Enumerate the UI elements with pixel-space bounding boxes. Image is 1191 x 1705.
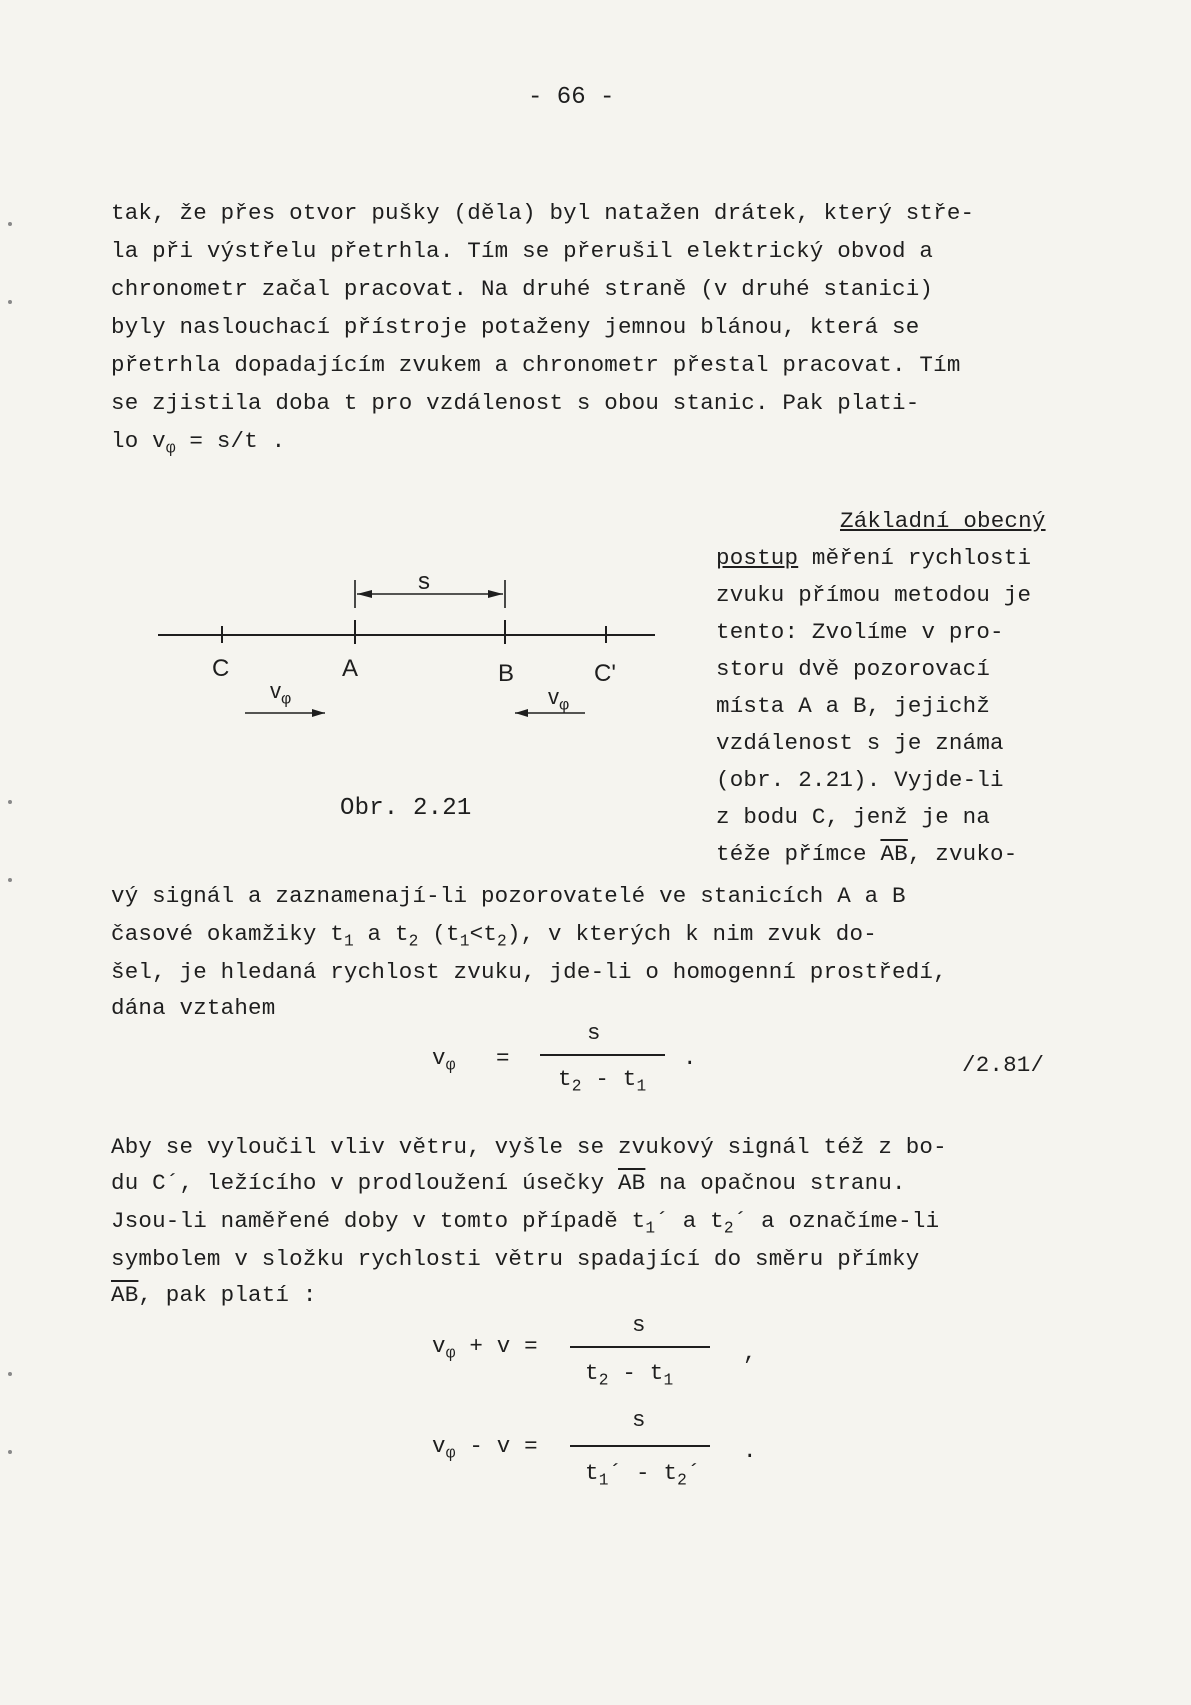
eq-2-81-fraction-bar bbox=[540, 1054, 665, 1056]
s-arrow-left bbox=[357, 590, 372, 598]
text-line: vzdálenost s je známa bbox=[716, 730, 1004, 756]
point-label-b: B bbox=[498, 660, 515, 687]
point-label-c: C bbox=[212, 655, 230, 682]
text-line: tak, že přes otvor pušky (děla) byl natažen drátek, který stře- bbox=[111, 200, 975, 226]
eq-plus-fraction-bar bbox=[570, 1346, 710, 1348]
eq-2-81-number: /2.81/ bbox=[962, 1052, 1045, 1078]
binder-hole bbox=[8, 1372, 12, 1376]
text-line: téže přímce $\overline{AB}$, zvuko- bbox=[716, 841, 1018, 867]
text-line: Jsou-li naměřené doby v tomto případě $t_1´$ a $t_2´$ a označíme-li bbox=[111, 1208, 940, 1238]
text-line: chronometr začal pracovat. Na druhé straně (v druhé stanici) bbox=[111, 276, 934, 302]
eq-minus-numerator: s bbox=[632, 1407, 646, 1433]
text-line: tento: Zvolíme v pro- bbox=[716, 619, 1004, 645]
eq-2-81-period: . bbox=[683, 1045, 697, 1071]
figure-caption: Obr. 2.21 bbox=[340, 795, 472, 822]
text-line: se zjistila doba t pro vzdálenost s obou stanic. Pak plati- bbox=[111, 390, 920, 416]
s-arrow-right bbox=[488, 590, 503, 598]
text-line: místa A a B, jejichž bbox=[716, 693, 991, 719]
velocity-label-right: $v_\varphi$ bbox=[548, 684, 570, 714]
text-line: postup měření rychlosti bbox=[716, 545, 1032, 571]
binder-hole bbox=[8, 878, 12, 882]
text-line: lo $v_\varphi = s/t$ . bbox=[111, 428, 286, 458]
point-label-a: A bbox=[342, 655, 359, 682]
eq-plus-numerator: s bbox=[632, 1312, 646, 1338]
eq-minus-lhs: $v_\varphi$ - v = bbox=[432, 1433, 538, 1463]
text-line: byly naslouchací přístroje potaženy jemnou blánou, která se bbox=[111, 314, 920, 340]
eq-minus-period: . bbox=[743, 1438, 757, 1464]
eq-minus-denominator: $t_1´$ - $t_2´$ bbox=[585, 1460, 701, 1490]
side-heading: Základní obecný bbox=[840, 508, 1046, 534]
binder-hole bbox=[8, 800, 12, 804]
binder-hole bbox=[8, 1450, 12, 1454]
text-line: $\overline{AB}$, pak platí : bbox=[111, 1282, 317, 1308]
text-line: du C´, ležícího v prodloužení úsečky $\overline{AB}$ na opačnou stranu. bbox=[111, 1170, 906, 1196]
binder-hole bbox=[8, 222, 12, 226]
page-number: - 66 - bbox=[528, 84, 615, 111]
eq-2-81-numerator: s bbox=[587, 1020, 601, 1046]
eq-2-81-denominator: $t_2 - t_1$ bbox=[558, 1066, 647, 1096]
point-label-c-prime: C' bbox=[594, 660, 616, 687]
text-line: šel, je hledaná rychlost zvuku, jde-li o homogenní prostředí, bbox=[111, 959, 947, 985]
text-line: storu dvě pozorovací bbox=[716, 656, 991, 682]
text-line: dána vztahem bbox=[111, 995, 276, 1021]
text-line: vý signál a zaznamenají-li pozorovatelé ve stanicích A a B bbox=[111, 883, 906, 909]
text-line: la při výstřelu přetrhla. Tím se přerušil elektrický obvod a bbox=[111, 238, 934, 264]
velocity-label-left: $v_\varphi$ bbox=[270, 678, 292, 708]
dimension-label-s: s bbox=[418, 568, 430, 595]
text-line: symbolem v složku rychlosti větru spadající do směru přímky bbox=[111, 1246, 920, 1272]
binder-hole bbox=[8, 300, 12, 304]
text-line: z bodu C, jenž je na bbox=[716, 804, 991, 830]
text-line: přetrhla dopadajícím zvukem a chronometr přestal pracovat. Tím bbox=[111, 352, 961, 378]
text-line: (obr. 2.21). Vyjde-li bbox=[716, 767, 1004, 793]
eq-plus-lhs: $v_\varphi + v$ = bbox=[432, 1333, 538, 1363]
text-line: zvuku přímou metodou je bbox=[716, 582, 1032, 608]
v-arrow-right-head bbox=[312, 709, 325, 717]
eq-plus-denominator: $t_2 - t_1$ bbox=[585, 1360, 674, 1390]
v-arrow-left-head bbox=[515, 709, 528, 717]
eq-2-81-lhs: $v_\varphi$ bbox=[432, 1045, 456, 1075]
text-line: časové okamžiky $t_1$ a $t_2$ $(t_1<t_2)$, v kterých k nim zvuk do- bbox=[111, 921, 877, 951]
eq-minus-fraction-bar bbox=[570, 1445, 710, 1447]
figure-2-21 bbox=[150, 570, 670, 730]
eq-plus-comma: , bbox=[743, 1340, 757, 1366]
text-line: Aby se vyloučil vliv větru, vyšle se zvukový signál též z bo- bbox=[111, 1134, 947, 1160]
eq-2-81-equals: = bbox=[496, 1045, 510, 1071]
